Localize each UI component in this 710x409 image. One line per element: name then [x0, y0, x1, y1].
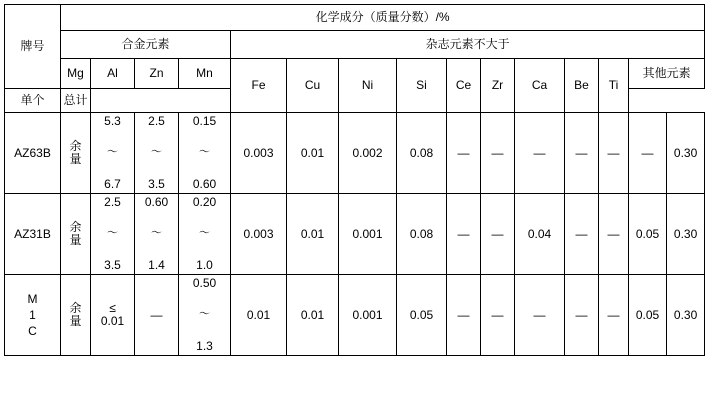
zn-min: 2.5: [148, 114, 165, 128]
mg-line-2: 量: [69, 233, 82, 247]
mn-range-sign: ～: [199, 308, 210, 321]
header-element-al: Al: [91, 59, 135, 89]
zn-range-sign: ～: [151, 227, 162, 240]
zn-max: 1.4: [148, 258, 165, 272]
table-header-row-2: [5, 31, 705, 59]
header-composition-title: 化学成分（质量分数）/%: [61, 5, 705, 31]
cell-be: —: [565, 113, 599, 194]
cell-grade: [5, 194, 61, 275]
header-element-ti: Ti: [599, 59, 629, 113]
cell-other-single: 0.05: [629, 275, 667, 356]
header-element-be: Be: [565, 59, 599, 113]
header-element-zn: Zn: [135, 59, 179, 89]
table-header-row-3: [5, 59, 705, 89]
cell-cu: 0.01: [287, 194, 339, 275]
header-element-ca: Ca: [515, 59, 565, 113]
header-element-ce: Ce: [447, 59, 481, 113]
cell-mn: [179, 275, 231, 356]
cell-ca: —: [515, 113, 565, 194]
cell-zr: —: [481, 275, 515, 356]
cell-ce: —: [447, 113, 481, 194]
mn-min: 0.20: [192, 195, 217, 209]
cell-ti: —: [599, 275, 629, 356]
zn-min: 0.60: [144, 195, 169, 209]
cell-si: 0.08: [397, 194, 447, 275]
mg-line-1: 余: [69, 219, 82, 234]
grade-line-2: 1: [29, 307, 36, 322]
cell-fe: 0.003: [231, 113, 287, 194]
cell-ni: 0.001: [339, 275, 397, 356]
cell-zr: —: [481, 113, 515, 194]
cell-zn: [135, 194, 179, 275]
cell-ca: —: [515, 275, 565, 356]
al-max: 0.01: [100, 314, 125, 328]
zn-max: 3.5: [148, 177, 165, 191]
cell-other-total: 0.30: [667, 194, 705, 275]
cell-grade: [5, 113, 61, 194]
cell-mn: [179, 113, 231, 194]
mg-line-1: 余: [69, 300, 82, 315]
mn-max: 0.60: [192, 177, 217, 191]
al-max: 3.5: [104, 258, 121, 272]
cell-al: [91, 275, 135, 356]
header-other-group: 其他元素: [629, 59, 705, 89]
al-range-sign: ～: [107, 227, 118, 240]
mn-min: 0.15: [192, 114, 217, 128]
cell-cu: 0.01: [287, 275, 339, 356]
cell-si: 0.08: [397, 113, 447, 194]
cell-be: —: [565, 275, 599, 356]
chemical-composition-table: [4, 4, 705, 356]
al-range-sign: ～: [107, 146, 118, 159]
mg-line-1: 余: [69, 138, 82, 153]
cell-ti: —: [599, 113, 629, 194]
cell-ti: —: [599, 194, 629, 275]
header-alloy-group: 合金元素: [61, 31, 231, 59]
cell-fe: 0.003: [231, 194, 287, 275]
cell-ce: —: [447, 194, 481, 275]
cell-cu: 0.01: [287, 113, 339, 194]
mg-line-2: 量: [69, 314, 82, 328]
mn-min: 0.50: [192, 276, 217, 290]
header-element-cu: Cu: [287, 59, 339, 113]
header-element-mn: Mn: [179, 59, 231, 89]
grade-value: AZ31B: [14, 226, 51, 241]
cell-zr: —: [481, 194, 515, 275]
cell-si: 0.05: [397, 275, 447, 356]
header-element-ni: Ni: [339, 59, 397, 113]
cell-other-total: 0.30: [667, 113, 705, 194]
mn-max: 1.3: [196, 339, 213, 353]
al-operator: ≤: [109, 300, 116, 315]
cell-fe: 0.01: [231, 275, 287, 356]
cell-ce: —: [447, 275, 481, 356]
grade-line-3: C: [28, 324, 37, 339]
header-element-si: Si: [397, 59, 447, 113]
grade-line-1: M: [27, 291, 38, 306]
cell-other-single: 0.05: [629, 194, 667, 275]
cell-ni: 0.001: [339, 194, 397, 275]
cell-other-total: 0.30: [667, 275, 705, 356]
mg-line-2: 量: [69, 152, 82, 166]
header-grade: 牌号: [5, 5, 61, 89]
header-element-fe: Fe: [231, 59, 287, 113]
cell-zn: —: [135, 275, 179, 356]
mn-max: 1.0: [196, 258, 213, 272]
header-element-mg: Mg: [61, 59, 91, 89]
zn-range-sign: ～: [151, 146, 162, 159]
al-min: 2.5: [104, 195, 121, 209]
cell-other-single: —: [629, 113, 667, 194]
table-header-row-1: [5, 5, 705, 31]
cell-mg: [61, 194, 91, 275]
cell-ni: 0.002: [339, 113, 397, 194]
header-other-total: 总计: [61, 89, 91, 113]
cell-ca: 0.04: [515, 194, 565, 275]
al-min: 5.3: [104, 114, 121, 128]
table-row: [5, 113, 705, 194]
al-max: 6.7: [104, 177, 121, 191]
cell-zn: [135, 113, 179, 194]
table-row: [5, 194, 705, 275]
header-impurity-group: 杂志元素不大于: [231, 31, 705, 59]
document-page: [0, 4, 710, 409]
cell-al: [91, 194, 135, 275]
mn-range-sign: ～: [199, 227, 210, 240]
grade-value: AZ63B: [14, 145, 51, 160]
cell-grade: [5, 275, 61, 356]
mn-range-sign: ～: [199, 146, 210, 159]
table-row: [5, 275, 705, 356]
header-element-zr: Zr: [481, 59, 515, 113]
cell-be: —: [565, 194, 599, 275]
cell-mg: [61, 113, 91, 194]
cell-mn: [179, 194, 231, 275]
cell-mg: [61, 275, 91, 356]
cell-al: [91, 113, 135, 194]
header-other-single: 单个: [5, 89, 61, 113]
